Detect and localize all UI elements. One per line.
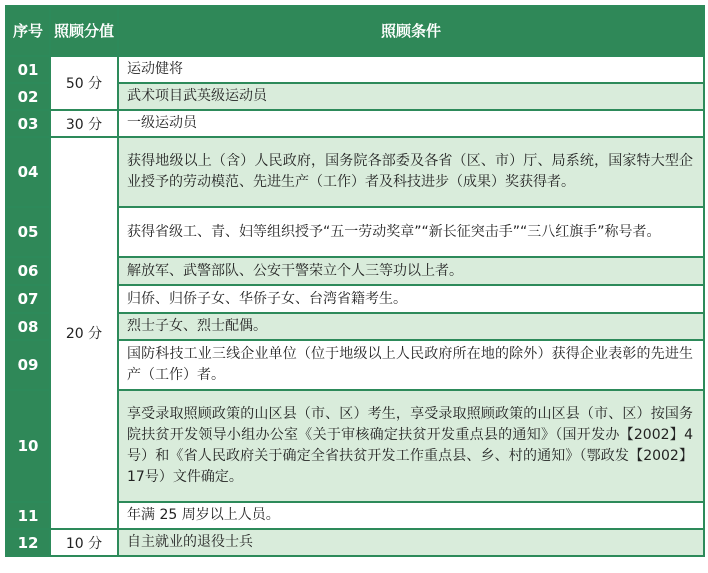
row-condition: 年满 25 周岁以上人员。	[118, 502, 704, 529]
row-num: 03	[6, 110, 50, 137]
row-num: 02	[6, 83, 50, 110]
table-row	[6, 110, 704, 137]
score-cell: 10 分	[50, 529, 118, 556]
table-row	[6, 137, 704, 207]
row-condition: 自主就业的退役士兵	[118, 529, 704, 556]
row-condition: 运动健将	[118, 56, 704, 83]
row-num: 05	[6, 207, 50, 257]
score-cell: 50 分	[50, 56, 118, 110]
row-condition: 获得地级以上（含）人民政府，国务院各部委及各省（区、市）厅、局系统，国家特大型企业授予的劳动模范、先进生产（工作）者及科技进步（成果）奖获得者。	[118, 137, 704, 207]
row-num: 01	[6, 56, 50, 83]
score-cell: 20 分	[50, 137, 118, 529]
header-condition: 照顾条件	[118, 6, 704, 56]
row-num: 11	[6, 502, 50, 529]
score-cell: 30 分	[50, 110, 118, 137]
care-conditions-table	[5, 5, 705, 557]
row-condition: 国防科技工业三线企业单位（位于地级以上人民政府所在地的除外）获得企业表彰的先进生产（工作）者。	[118, 340, 704, 390]
row-condition: 武术项目武英级运动员	[118, 83, 704, 110]
table-row	[6, 529, 704, 556]
row-condition: 烈士子女、烈士配偶。	[118, 313, 704, 340]
table-row	[6, 56, 704, 83]
row-condition: 享受录取照顾政策的山区县（市、区）考生，享受录取照顾政策的山区县（市、区）按国务院扶贫开发领导小组办公室《关于审核确定扶贫开发重点县的通知》（国开发办【2002】4号）和《省人民政府关于确定全省扶贫开发工作重点县、乡、村的通知》（鄂政发【2002】17号）文件确定。	[118, 390, 704, 502]
row-num: 07	[6, 285, 50, 313]
row-condition: 一级运动员	[118, 110, 704, 137]
table-header-row	[6, 6, 704, 56]
row-num: 09	[6, 340, 50, 390]
header-score: 照顾分值	[50, 6, 118, 56]
row-num: 08	[6, 313, 50, 340]
row-num: 10	[6, 390, 50, 502]
row-num: 06	[6, 257, 50, 285]
row-num: 12	[6, 529, 50, 556]
row-condition: 解放军、武警部队、公安干警荣立个人三等功以上者。	[118, 257, 704, 285]
row-condition: 获得省级工、青、妇等组织授予“五一劳动奖章”“新长征突击手”“三八红旗手”称号者。	[118, 207, 704, 257]
header-num: 序号	[6, 6, 50, 56]
row-condition: 归侨、归侨子女、华侨子女、台湾省籍考生。	[118, 285, 704, 313]
row-num: 04	[6, 137, 50, 207]
